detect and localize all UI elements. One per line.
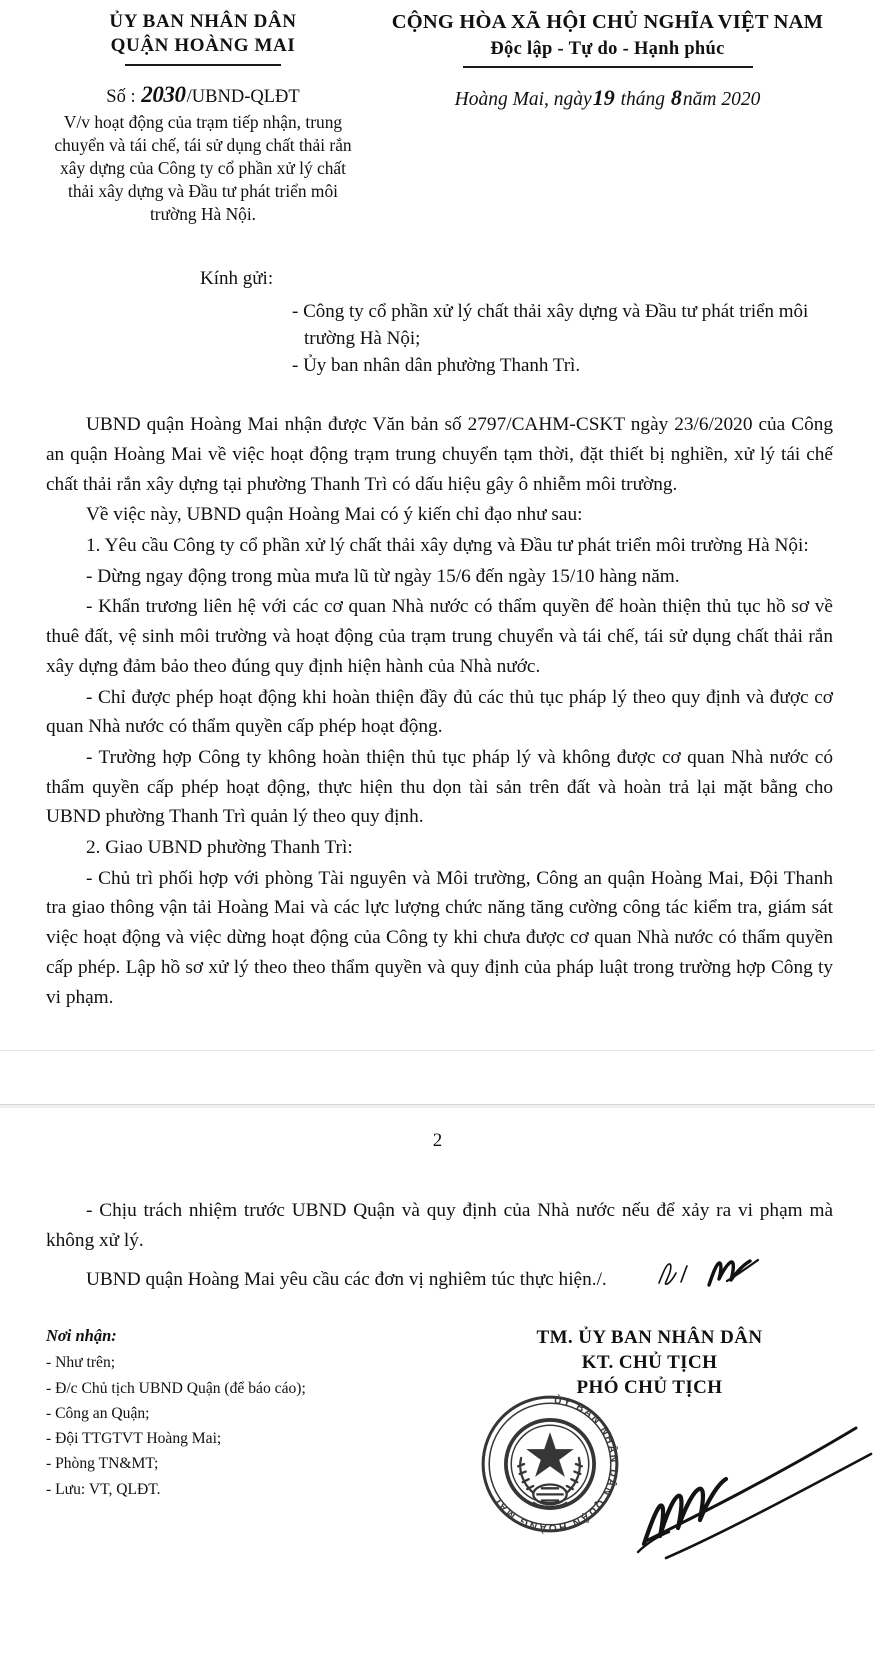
signature-line-3: PHÓ CHỦ TỊCH [576, 1376, 723, 1398]
month-label: tháng [620, 89, 665, 111]
section-2-item-continued: - Chịu trách nhiệm trước UBND Quận và quy định của Nhà nước nếu để xảy ra vi phạm mà không xử lý. [46, 1200, 833, 1251]
inline-signature-mark [613, 1257, 773, 1301]
section-1-item: - Khẩn trương liên hệ với các cơ quan Nhà nước có thẩm quyền để hoàn thiện thủ tục hồ sơ về thuê đất, vệ sinh môi trường và hoạt động của trạm trung chuyển và tái chế, tái sử dụng chất thải rắn xây dựng đảm bảo theo đúng quy định hiện hành của Nhà nước. [46, 596, 833, 677]
addressee-item: - Ủy ban nhân dân phường Thanh Trì. [292, 355, 581, 377]
document-number-prefix: Số : [106, 86, 141, 107]
distribution-item: - Đội TTGTVT Hoàng Mai; [46, 1430, 222, 1448]
org-line-2: QUẬN HOÀNG MAI [110, 35, 296, 57]
distribution-item: - Công an Quận; [46, 1404, 150, 1422]
distribution-item: - Lưu: VT, QLĐT. [46, 1480, 161, 1498]
section-1-item: - Dừng ngay động trong mùa mưa lũ từ ngày 15/6 đến ngày 15/10 hàng năm. [86, 565, 680, 587]
signature-line-1: TM. ỦY BAN NHÂN DÂN [536, 1327, 763, 1349]
document-number-value: 2030 [141, 81, 186, 107]
distribution-list-items [46, 1350, 466, 1502]
official-seal [474, 1388, 626, 1540]
addressee-item: - Công ty cổ phần xử lý chất thải xây dựng và Đầu tư phát triển môi trường Hà Nội; [292, 301, 809, 350]
closing-paragraph [46, 1257, 833, 1301]
page-separator [0, 1050, 875, 1106]
document-subject: V/v hoạt động của trạm tiếp nhận, trung chuyển và tái chế, tái sử dụng chất thải rắn xây dựng của Công ty cổ phần xử lý chất thải xây dựng và Đầu tư phát triển môi trường Hà Nội. [54, 111, 352, 225]
distribution-item: - Như trên; [46, 1354, 116, 1372]
nation-line-2: Độc lập - Tự do - Hạnh phúc [490, 38, 725, 59]
closing-text: UBND quận Hoàng Mai yêu cầu các đơn vị nghiêm túc thực hiện./. [86, 1268, 607, 1290]
distribution-list-title: Nơi nhận: [46, 1326, 117, 1346]
nation-line-1: CỘNG HÒA XÃ HỘI CHỦ NGHĨA VIỆT NAM [391, 11, 824, 33]
org-line-1: ỦY BAN NHÂN DÂN [109, 11, 297, 32]
date-month: 8 [670, 85, 682, 111]
body-lead: Về việc này, UBND quận Hoàng Mai có ý kiến chỉ đạo như sau: [86, 504, 583, 526]
body-intro: UBND quận Hoàng Mai nhận được Văn bản số 2797/CAHM-CSKT ngày 23/6/2020 của Công an quận Hoàng Mai về việc hoạt động trạm trung chuyển tạm thời, đặt thiết bị nghiền, xử lý tái chế chất thải rắn xây dựng tại phường Thanh Trì có dấu hiệu gây ô nhiễm môi trường. [46, 414, 833, 495]
document-number-row [42, 82, 364, 108]
addressee-label: Kính gửi: [200, 268, 274, 290]
year-label: năm 2020 [682, 89, 761, 111]
document-body [0, 410, 875, 1012]
date-day: 19 [592, 85, 615, 111]
section-2-item: - Chủ trì phối hợp với phòng Tài nguyên và Môi trường, Công an quận Hoàng Mai, Đội Thanh tra giao thông vận tải Hoàng Mai và các lực lượng chức năng tăng cường công tác kiểm tra, giám sát việc hoạt động và việc dừng hoạt động của Công ty khi chưa được cơ quan Nhà nước có thẩm quyền cấp phép. Lập hồ sơ xử lý theo theo thẩm quyền và quy định của pháp luật trong trường hợp Công ty vi phạm. [46, 867, 833, 1008]
nation-underline [463, 66, 753, 68]
addressee-list [292, 299, 835, 380]
distribution-item: - Đ/c Chủ tịch UBND Quận (để báo cáo); [46, 1379, 306, 1397]
section-1-item: - Chỉ được phép hoạt động khi hoàn thiện đầy đủ các thủ tục pháp lý theo quy định và được cơ quan Nhà nước có thẩm quyền cấp phép hoạt động. [46, 686, 833, 738]
national-heading-block [364, 10, 851, 111]
signature-block [466, 1326, 853, 1534]
issuing-authority-block [24, 10, 364, 226]
svg-text:ỦY BAN NHÂN DÂN QUẬN HOÀNG MAI: ỦY BAN NHÂN DÂN QUẬN HOÀNG MAI [492, 1395, 619, 1534]
section-1-title: 1. Yêu cầu Công ty cổ phần xử lý chất thải xây dựng và Đầu tư phát triển môi trường Hà Nội: [86, 535, 809, 557]
org-underline [125, 64, 281, 66]
document-number-suffix: /UBND-QLĐT [186, 86, 300, 107]
section-1-item: - Trường hợp Công ty không hoàn thiện thủ tục pháp lý và không được cơ quan Nhà nước có thẩm quyền cấp phép hoạt động, thực hiện thu dọn tài sản trên đất và hoàn trả lại mặt bằng cho UBND phường Thanh Trì quản lý theo quy định. [46, 746, 833, 828]
signature-line-2: KT. CHỦ TỊCH [581, 1352, 718, 1374]
addressee-block [0, 268, 875, 380]
section-2-title: 2. Giao UBND phường Thanh Trì: [86, 837, 353, 859]
distribution-list [46, 1326, 466, 1502]
page-number: 2 [432, 1130, 443, 1152]
document-body-continued [0, 1196, 875, 1300]
document-header [0, 0, 875, 226]
place-and-date [364, 85, 851, 111]
distribution-item: - Phòng TN&MT; [46, 1455, 159, 1473]
place-label: Hoàng Mai, ngày [454, 89, 592, 111]
document-footer [0, 1326, 875, 1534]
